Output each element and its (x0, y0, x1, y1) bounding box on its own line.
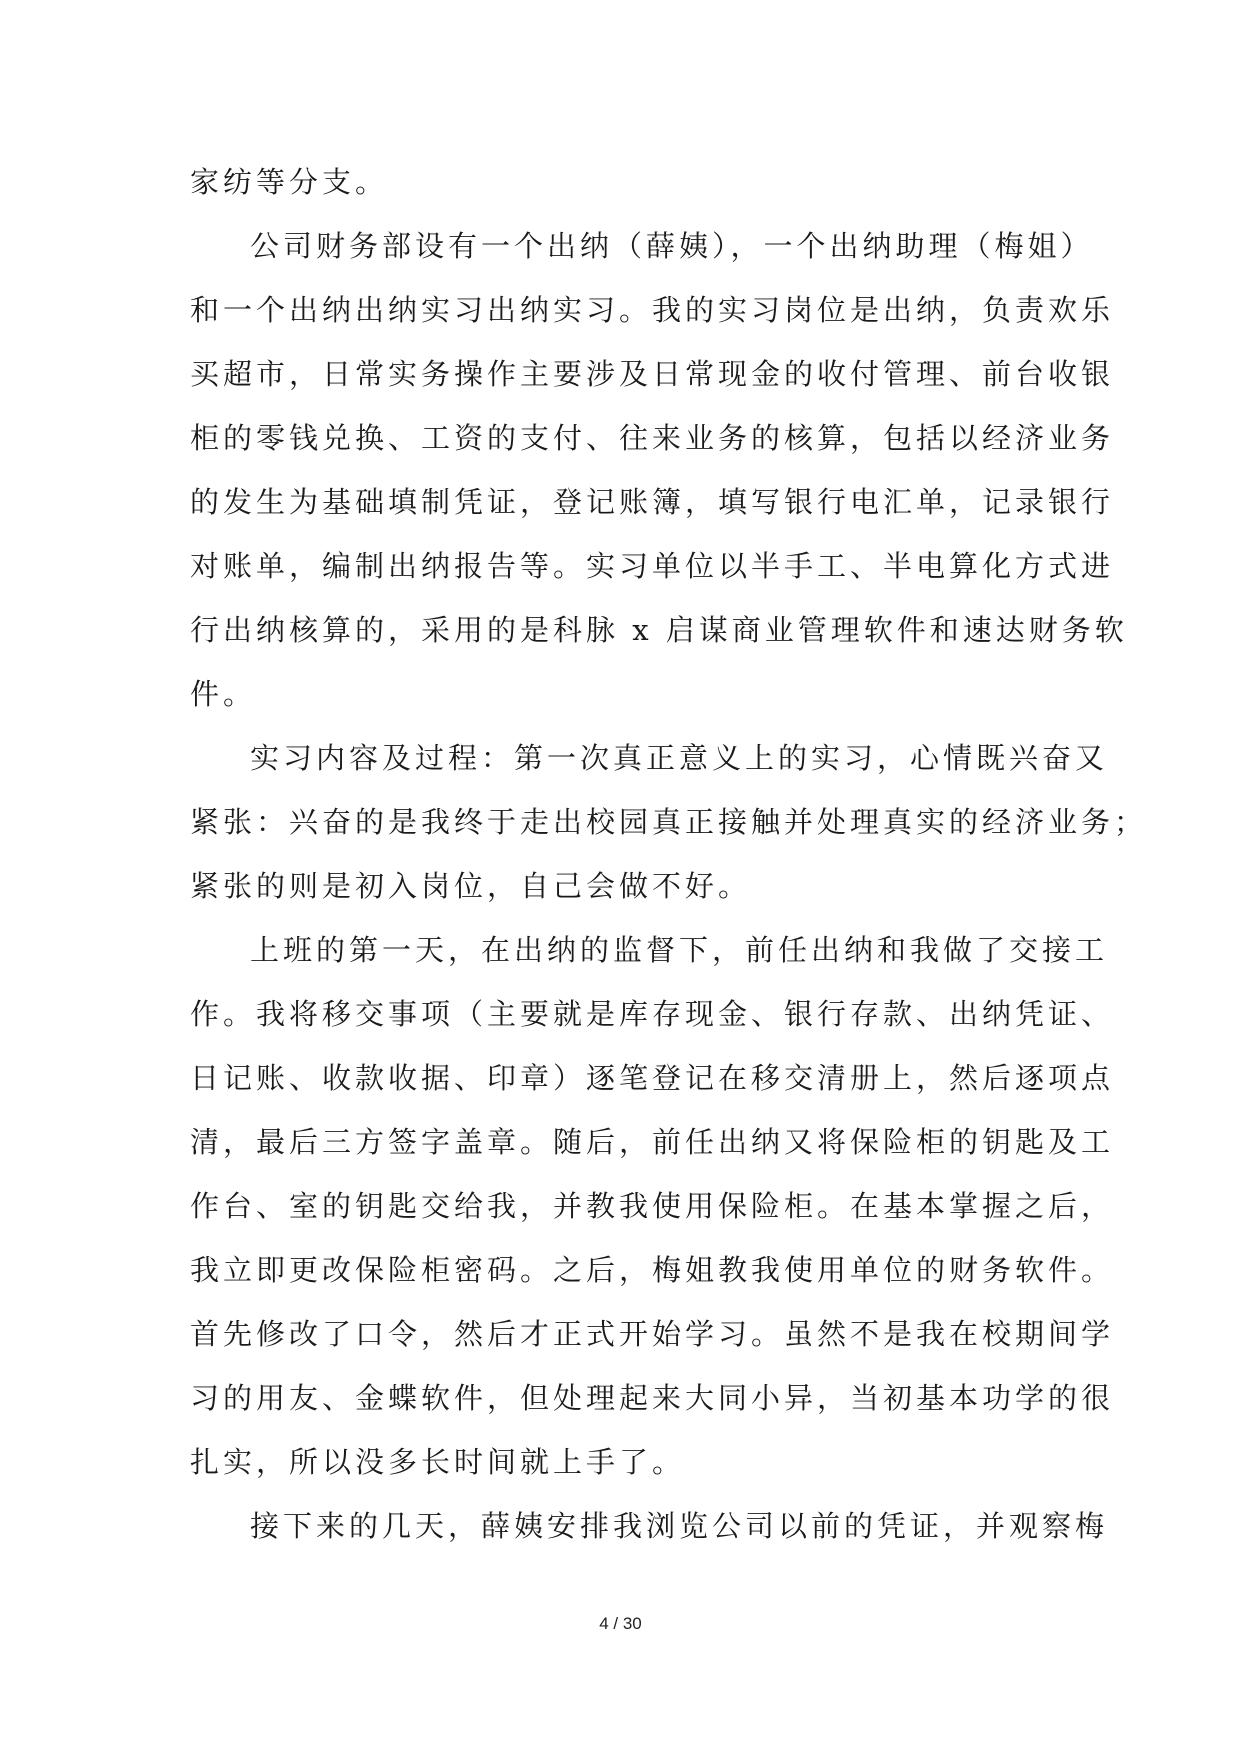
text-line: 柜的零钱兑换、工资的支付、往来业务的核算，包括以经济业务 (190, 421, 1115, 455)
text-line: 公司财务部设有一个出纳（薛姨），一个出纳助理（梅姐） (250, 229, 1094, 263)
page-number: 4 / 30 (599, 1614, 642, 1633)
text-line: 上班的第一天，在出纳的监督下，前任出纳和我做了交接工 (250, 933, 1109, 967)
text-line: 件。 (190, 677, 257, 711)
body-text (190, 150, 1148, 1558)
text-line: 日记账、收款收据、印章）逐笔登记在移交清册上，然后逐项点 (190, 1061, 1115, 1095)
text-line: 买超市，日常实务操作主要涉及日常现金的收付管理、前台收银 (190, 357, 1115, 391)
text-line: 紧张：兴奋的是我终于走出校园真正接触并处理真实的经济业务； (190, 805, 1148, 839)
text-line: 对账单，编制出纳报告等。实习单位以半手工、半电算化方式进 (190, 549, 1115, 583)
text-line: 习的用友、金蝶软件，但处理起来大同小异，当初基本功学的很 (190, 1381, 1115, 1415)
text-line: 的发生为基础填制凭证，登记账簿，填写银行电汇单，记录银行 (190, 485, 1115, 519)
text-line: 扎实，所以没多长时间就上手了。 (190, 1445, 686, 1479)
text-line: 和一个出纳出纳实习出纳实习。我的实习岗位是出纳，负责欢乐 (190, 293, 1115, 327)
text-line: 我立即更改保险柜密码。之后，梅姐教我使用单位的财务软件。 (190, 1253, 1115, 1287)
text-line: 行出纳核算的，采用的是科脉 x 启谋商业管理软件和速达财务软 (190, 613, 1128, 647)
text-line: 清，最后三方签字盖章。随后，前任出纳又将保险柜的钥匙及工 (190, 1125, 1115, 1159)
text-line: 实习内容及过程：第一次真正意义上的实习，心情既兴奋又 (250, 741, 1109, 775)
text-line: 首先修改了口令，然后才正式开始学习。虽然不是我在校期间学 (190, 1317, 1115, 1351)
text-line: 紧张的则是初入岗位，自己会做不好。 (190, 869, 752, 903)
text-line: 家纺等分支。 (190, 165, 389, 199)
text-line: 接下来的几天，薛姨安排我浏览公司以前的凭证，并观察梅 (250, 1509, 1109, 1543)
text-line: 作台、室的钥匙交给我，并教我使用保险柜。在基本掌握之后， (190, 1189, 1115, 1223)
text-line: 作。我将移交事项（主要就是库存现金、银行存款、出纳凭证、 (190, 997, 1115, 1031)
